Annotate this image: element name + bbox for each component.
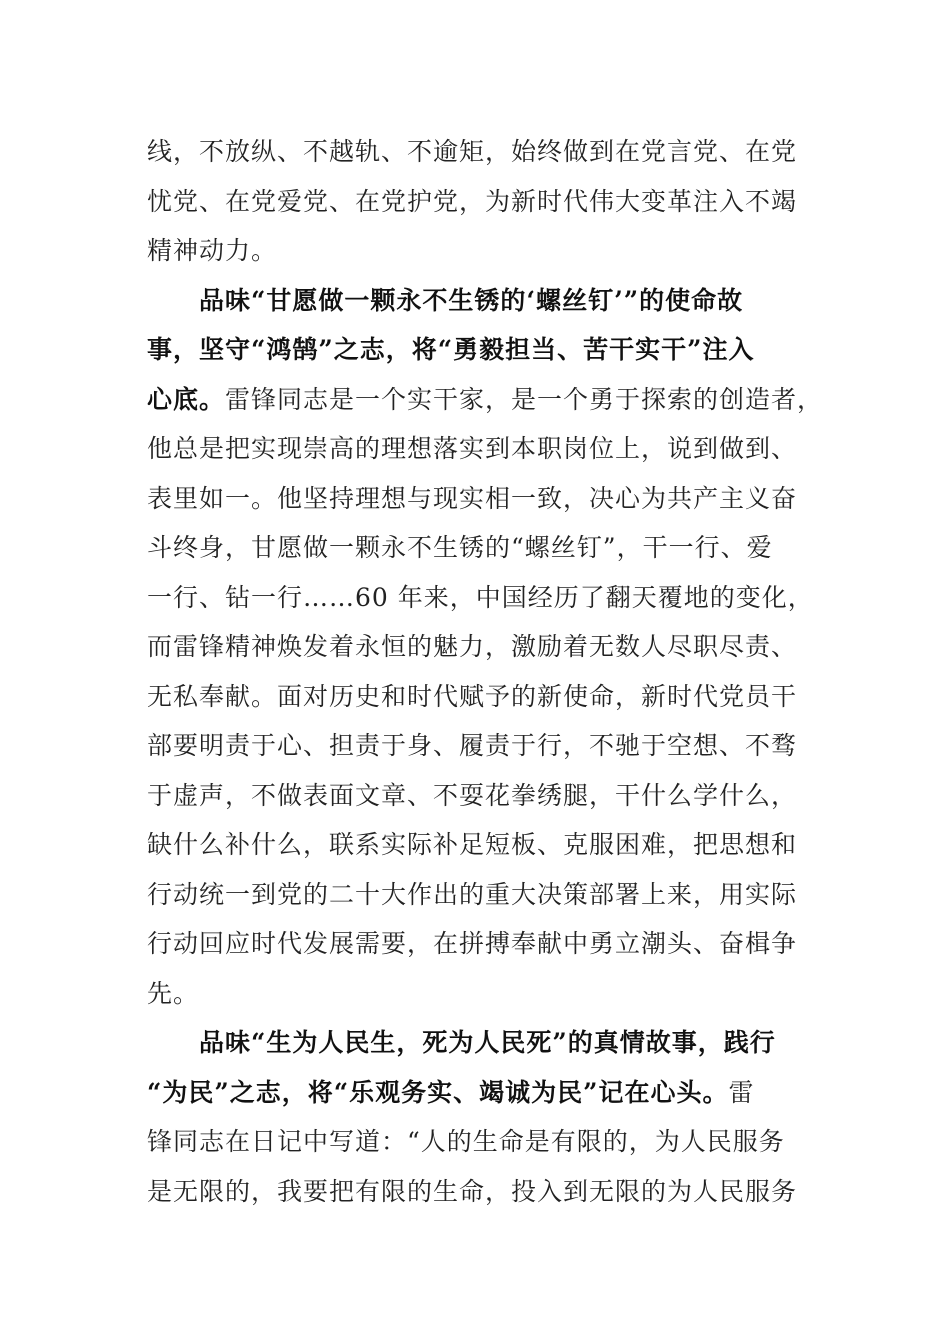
body-text: 他总是把实现崇高的理想落实到本职岗位上，说到做到、 (147, 434, 798, 463)
body-text: 雷锋同志是一个实干家，是一个勇于探索的创造者， (225, 384, 824, 414)
text-line (147, 325, 797, 375)
body-text: 雷 (728, 1077, 755, 1107)
text-line (147, 474, 797, 524)
text-line (147, 622, 797, 672)
text-line (147, 672, 797, 722)
body-text: 斗终身，甘愿做一颗永不生锈的“螺丝钉”，干一行、爱 (147, 533, 773, 562)
text-line (147, 177, 797, 227)
paragraph (147, 1018, 797, 1216)
body-text: 线，不放纵、不越轨、不逾矩，始终做到在党言党、在党 (147, 137, 798, 166)
body-text: 先。 (147, 978, 200, 1008)
text-line (147, 919, 797, 969)
paragraph (147, 127, 797, 276)
text-line (147, 523, 797, 573)
text-line (147, 870, 797, 920)
body-text: 部要明责于心、担责于身、履责于行，不驰于空想、不骛 (147, 731, 798, 760)
body-text: 锋同志在日记中写道：“人的生命是有限的，为人民服务 (147, 1127, 785, 1156)
document-body (147, 127, 824, 1216)
body-text: 行动回应时代发展需要，在拼搏奉献中勇立潮头、奋楫争 (147, 929, 798, 958)
text-line (147, 573, 814, 623)
bold-lead-text: 品味“甘愿做一颗永不生锈的‘螺丝钉’”的使命故 (199, 285, 744, 315)
text-line (147, 820, 797, 870)
text-line (147, 1018, 797, 1068)
body-text: 忧党、在党爱党、在党护党，为新时代伟大变革注入不竭 (147, 186, 798, 216)
bold-lead-text: 品味“生为人民生，死为人民死”的真情故事，践行 (199, 1028, 776, 1057)
body-text: 行动统一到党的二十大作出的重大决策部署上来，用实际 (147, 879, 798, 909)
text-line (147, 969, 797, 1019)
text-line (147, 1068, 797, 1118)
text-line (147, 1117, 797, 1167)
paragraph (147, 276, 824, 1019)
body-text: 是无限的，我要把有限的生命，投入到无限的为人民服务 (147, 1176, 798, 1206)
body-text: 一行、钻一行……60 年来，中国经历了翻天覆地的变化， (147, 582, 814, 612)
body-text: 而雷锋精神焕发着永恒的魅力，激励着无数人尽职尽责、 (147, 632, 798, 661)
text-line (147, 375, 824, 425)
bold-lead-text: “为民”之志，将“乐观务实、竭诚为民”记在心头。 (147, 1077, 729, 1107)
text-line (147, 1167, 797, 1217)
bold-lead-text: 事，坚守“鸿鹄”之志，将“勇毅担当、苦干实干”注入 (147, 335, 755, 364)
text-line (147, 771, 797, 821)
bold-lead-text: 心底。 (147, 384, 226, 414)
text-line (147, 424, 797, 474)
body-text: 于虚声，不做表面文章、不耍花拳绣腿，干什么学什么， (147, 780, 798, 810)
body-text: 缺什么补什么，联系实际补足短板、克服困难，把思想和 (147, 830, 798, 859)
body-text: 精神动力。 (147, 236, 278, 265)
text-line (147, 721, 797, 771)
text-line (147, 127, 797, 177)
text-line (147, 226, 797, 276)
body-text: 无私奉献。面对历史和时代赋予的新使命，新时代党员干 (147, 681, 798, 711)
body-text: 表里如一。他坚持理想与现实相一致，决心为共产主义奋 (147, 483, 798, 513)
text-line (147, 276, 797, 326)
